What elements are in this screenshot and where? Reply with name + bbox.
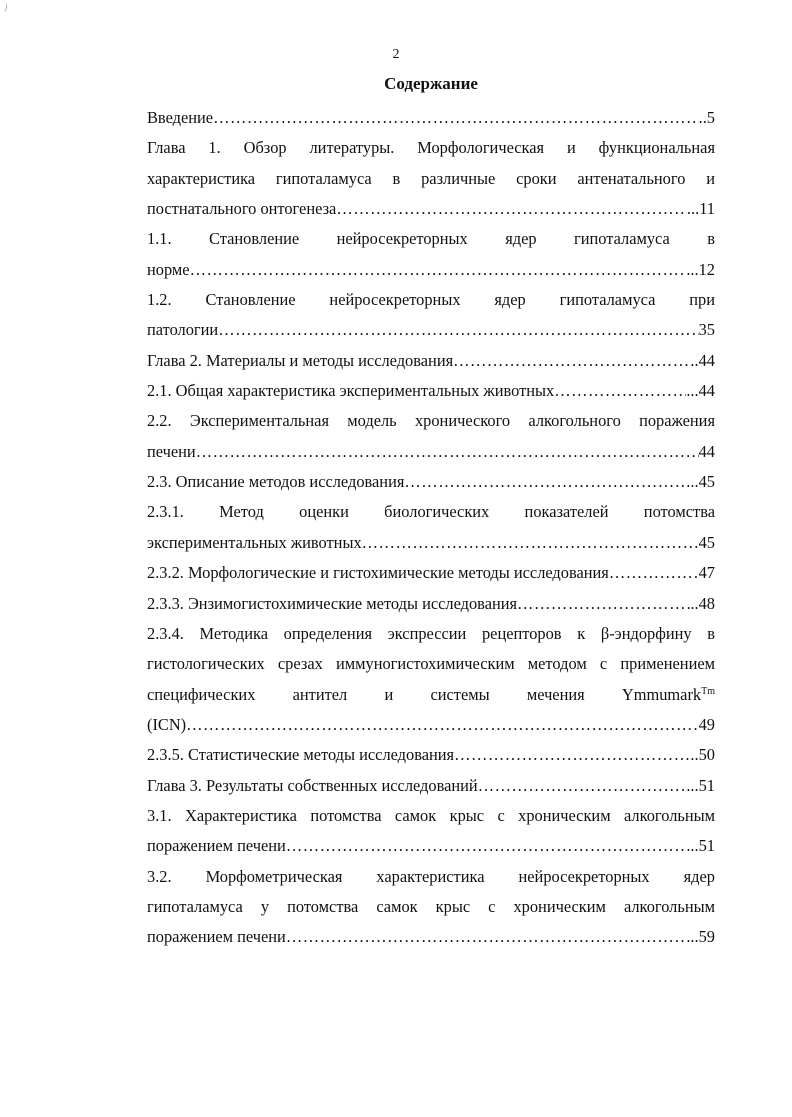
toc-page-number: ..48 [690, 593, 715, 613]
dot-leader [186, 710, 698, 740]
toc-line [147, 224, 715, 254]
toc-page-number: ...44 [686, 381, 715, 401]
toc-entry-text: норме [147, 259, 190, 279]
toc-line [147, 467, 715, 497]
dot-leader [453, 346, 690, 376]
toc-entry-text: 3.2. Морфометрическая характеристика нейросекреторных ядер [147, 866, 715, 886]
toc-line [147, 133, 715, 163]
dot-leader [554, 376, 686, 406]
toc-line [147, 740, 715, 770]
toc-line [147, 315, 715, 345]
toc-line [147, 103, 715, 133]
toc-entry-text: печени [147, 441, 196, 461]
toc-line [147, 771, 715, 801]
toc-line [147, 164, 715, 194]
toc-line [147, 285, 715, 315]
dot-leader [190, 255, 687, 285]
toc-line [147, 437, 715, 467]
toc-line [147, 497, 715, 527]
toc-page-number: ..50 [690, 745, 715, 765]
corner-mark: } [4, 2, 8, 12]
toc-page-number: ...59 [686, 927, 715, 947]
dot-leader [517, 589, 690, 619]
toc-page-number: ..5 [698, 108, 715, 127]
toc-entry-text: 2.1. Общая характеристика экспериментальных животных [147, 381, 555, 401]
dot-leader [218, 315, 698, 345]
toc-entry-text: Глава 1. Обзор литературы. Морфологическая и функциональная [147, 138, 715, 158]
toc-entry-text: характеристика гипоталамуса в различные сроки антенатального и [147, 168, 715, 188]
toc-entry-text: 2.3. Описание методов исследования [147, 472, 405, 492]
trademark-superscript: Tm [701, 685, 715, 697]
dot-leader [336, 194, 687, 224]
dot-leader [362, 528, 699, 558]
toc-page-number: ..45 [690, 472, 715, 492]
toc-line [147, 680, 715, 710]
toc-entry-text: патологии [147, 320, 219, 340]
toc-page-number: 49 [698, 714, 715, 734]
toc-entry-text: 1.2. Становление нейросекреторных ядер гипоталамуса при [147, 290, 715, 310]
toc-line [147, 619, 715, 649]
toc-page-number: ...51 [686, 775, 715, 795]
toc-page-number: ...11 [686, 199, 715, 219]
page-number: 2 [392, 47, 400, 62]
toc-entry-text: экспериментальных животных [147, 532, 362, 552]
toc-entry-text: гипоталамуса у потомства самок крыс с хроническим алкогольным [147, 896, 715, 916]
dot-leader [286, 831, 687, 861]
toc-entry-text: 2.3.5. Статистические методы исследования [147, 745, 455, 765]
toc-entry-text: 1.1. Становление нейросекреторных ядер гипоталамуса в [147, 229, 715, 249]
toc-line [147, 589, 715, 619]
toc-page-number: ..44 [690, 350, 715, 370]
toc-entry-text: 2.2. Экспериментальная модель хронического алкогольного поражения [147, 411, 715, 431]
dot-leader [196, 437, 699, 467]
toc-line [147, 346, 715, 376]
toc-line [147, 528, 715, 558]
toc-line [147, 862, 715, 892]
toc-page-number: 45 [698, 532, 715, 552]
toc-entry-text: гистологических срезах иммуногистохимическим методом с применением [147, 654, 715, 674]
toc-entry-text: поражением печени [147, 927, 286, 947]
toc-entry-text: поражением печени [147, 836, 286, 856]
toc-entry-text: Введение [147, 108, 214, 127]
toc-line [147, 649, 715, 679]
dot-leader [478, 771, 687, 801]
toc-line [147, 376, 715, 406]
dot-leader [213, 103, 699, 133]
toc-line [147, 194, 715, 224]
toc-entry-text: 2.3.1. Метод оценки биологических показателей потомства [147, 502, 715, 522]
toc-line [147, 406, 715, 436]
toc-title: Содержание [384, 74, 478, 93]
toc-page-number: 44 [698, 441, 715, 461]
toc-entry-text: Глава 3. Результаты собственных исследований [147, 775, 478, 795]
toc-line [147, 801, 715, 831]
toc-page-number: ...51 [686, 836, 715, 856]
toc-line [147, 831, 715, 861]
dot-leader [609, 558, 699, 588]
toc-line [147, 255, 715, 285]
toc-page-number: 47 [698, 563, 715, 583]
toc-entry-text: специфических антител и системы мечения Ymmumark [147, 684, 702, 704]
toc-entry-text: 3.1. Характеристика потомства самок крыс с хроническим алкогольным [147, 805, 715, 825]
toc-entry-text: (ICN) [147, 714, 187, 734]
dot-leader [404, 467, 690, 497]
toc-entry-text: постнатального онтогенеза [147, 199, 337, 219]
table-of-contents [147, 103, 715, 953]
toc-page-number: ...12 [686, 259, 715, 279]
toc-entry-text: 2.3.3. Энзимогистохимические методы исследования [147, 593, 518, 613]
toc-line [147, 922, 715, 952]
dot-leader [454, 740, 690, 770]
toc-page-number: 35 [698, 320, 715, 340]
toc-line [147, 558, 715, 588]
dot-leader [286, 922, 687, 952]
toc-line [147, 710, 715, 740]
toc-line [147, 892, 715, 922]
toc-entry-text: Глава 2. Материалы и методы исследования [147, 350, 454, 370]
toc-entry-text: 2.3.2. Морфологические и гистохимические методы исследования [147, 563, 609, 583]
toc-entry-text: 2.3.4. Методика определения экспрессии рецепторов к β-эндорфину в [147, 623, 715, 643]
